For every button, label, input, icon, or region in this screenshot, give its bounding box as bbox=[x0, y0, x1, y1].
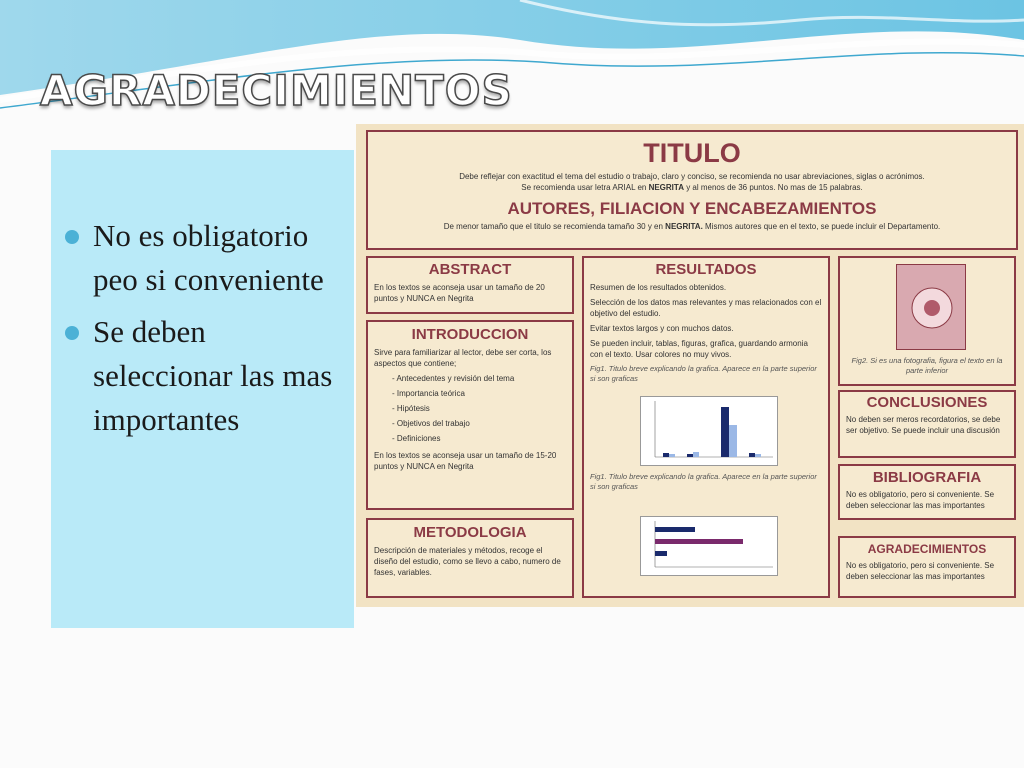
poster-abstract-box: ABSTRACT En los textos se aconseja usar un tamaño de 20 puntos y NUNCA en Negrita bbox=[366, 256, 574, 314]
poster-conclusiones-box: CONCLUSIONES No deben ser meros recordatorios, se debe ser objetivo. Se puede incluir una discusión bbox=[838, 390, 1016, 458]
bullet-panel bbox=[51, 150, 354, 628]
bullet-list bbox=[65, 214, 350, 450]
poster-bibliografia-box: BIBLIOGRAFIA No es obligatorio, pero si conveniente. Se deben seleccionar las mas importantes bbox=[838, 464, 1016, 520]
poster-photo-thumbnail bbox=[896, 264, 966, 350]
poster-resultados-box: RESULTADOS Resumen de los resultados obtenidos. Selección de los datos mas relevantes y mas relacionados con el objetivo del estudio. Evitar textos largos y con muchos datos. Se pueden incluir, tablas, figuras, grafica, guardando armonia con el texto. Usar colores no muy vivos. Fig1. Titulo breve explicando la grafica. Aparece en la parte superior si son graficas Fig1. Titulo breve explicando la grafica. Aparece en la parte superior si son graficas bbox=[582, 256, 830, 598]
poster-image bbox=[356, 124, 1024, 607]
poster-bar-chart-thumbnail bbox=[640, 396, 778, 466]
bullet-text: No es obligatorio peo si conveniente bbox=[93, 218, 324, 297]
bullet-dot-icon bbox=[65, 310, 93, 354]
poster-agradecimientos-box: AGRADECIMIENTOS No es obligatorio, pero si conveniente. Se deben seleccionar las mas importantes bbox=[838, 536, 1016, 598]
bullet-dot-icon bbox=[65, 214, 93, 258]
poster-hbar-chart-thumbnail bbox=[640, 516, 778, 576]
poster-introduccion-box: INTRODUCCION Sirve para familiarizar al lector, debe ser corta, los aspectos que contiene; - Antecedentes y revisión del tema - Importancia teórica - Hipótesis - Objetivos del trabajo - Definiciones En los textos se aconseja usar un tamaño de 15-20 puntos y NUNCA en Negrita bbox=[366, 320, 574, 510]
poster-autores-text: De menor tamaño que el titulo se recomienda tamaño 30 y en NEGRITA. Mismos autores que en el texto, se puede incluir el Departamento. bbox=[443, 222, 941, 231]
poster-metodologia-box: METODOLOGIA Descripción de materiales y métodos, recoge el diseño del estudio, como se llevo a cabo, numero de fases, variables. bbox=[366, 518, 574, 598]
poster-figura-box: Fig2. Si es una fotografia, figura el texto en la parte inferior bbox=[838, 256, 1016, 386]
poster-titulo-text: Debe reflejar con exactitud el tema del estudio o trabajo, claro y conciso, se recomienda no usar abreviaciones, siglas o acrónimos. Se recomienda usar letra ARIAL en NEGRITA y al menos de 36 puntos. No mas de 15 palabras. bbox=[459, 172, 925, 192]
bullet-item bbox=[65, 310, 350, 442]
poster-fig1-caption-2: Fig1. Titulo breve explicando la grafica. Aparece en la parte superior si son graficas bbox=[590, 472, 817, 491]
bullet-text: Se deben seleccionar las mas importantes bbox=[93, 314, 333, 437]
slide-title: AGRADECIMIENTOS bbox=[40, 66, 513, 115]
poster-titulo-box bbox=[366, 130, 1018, 250]
poster-titulo-heading: TITULO bbox=[643, 138, 741, 168]
poster-autores-heading: AUTORES, FILIACION Y ENCABEZAMIENTOS bbox=[507, 199, 877, 218]
bullet-item bbox=[65, 214, 350, 302]
